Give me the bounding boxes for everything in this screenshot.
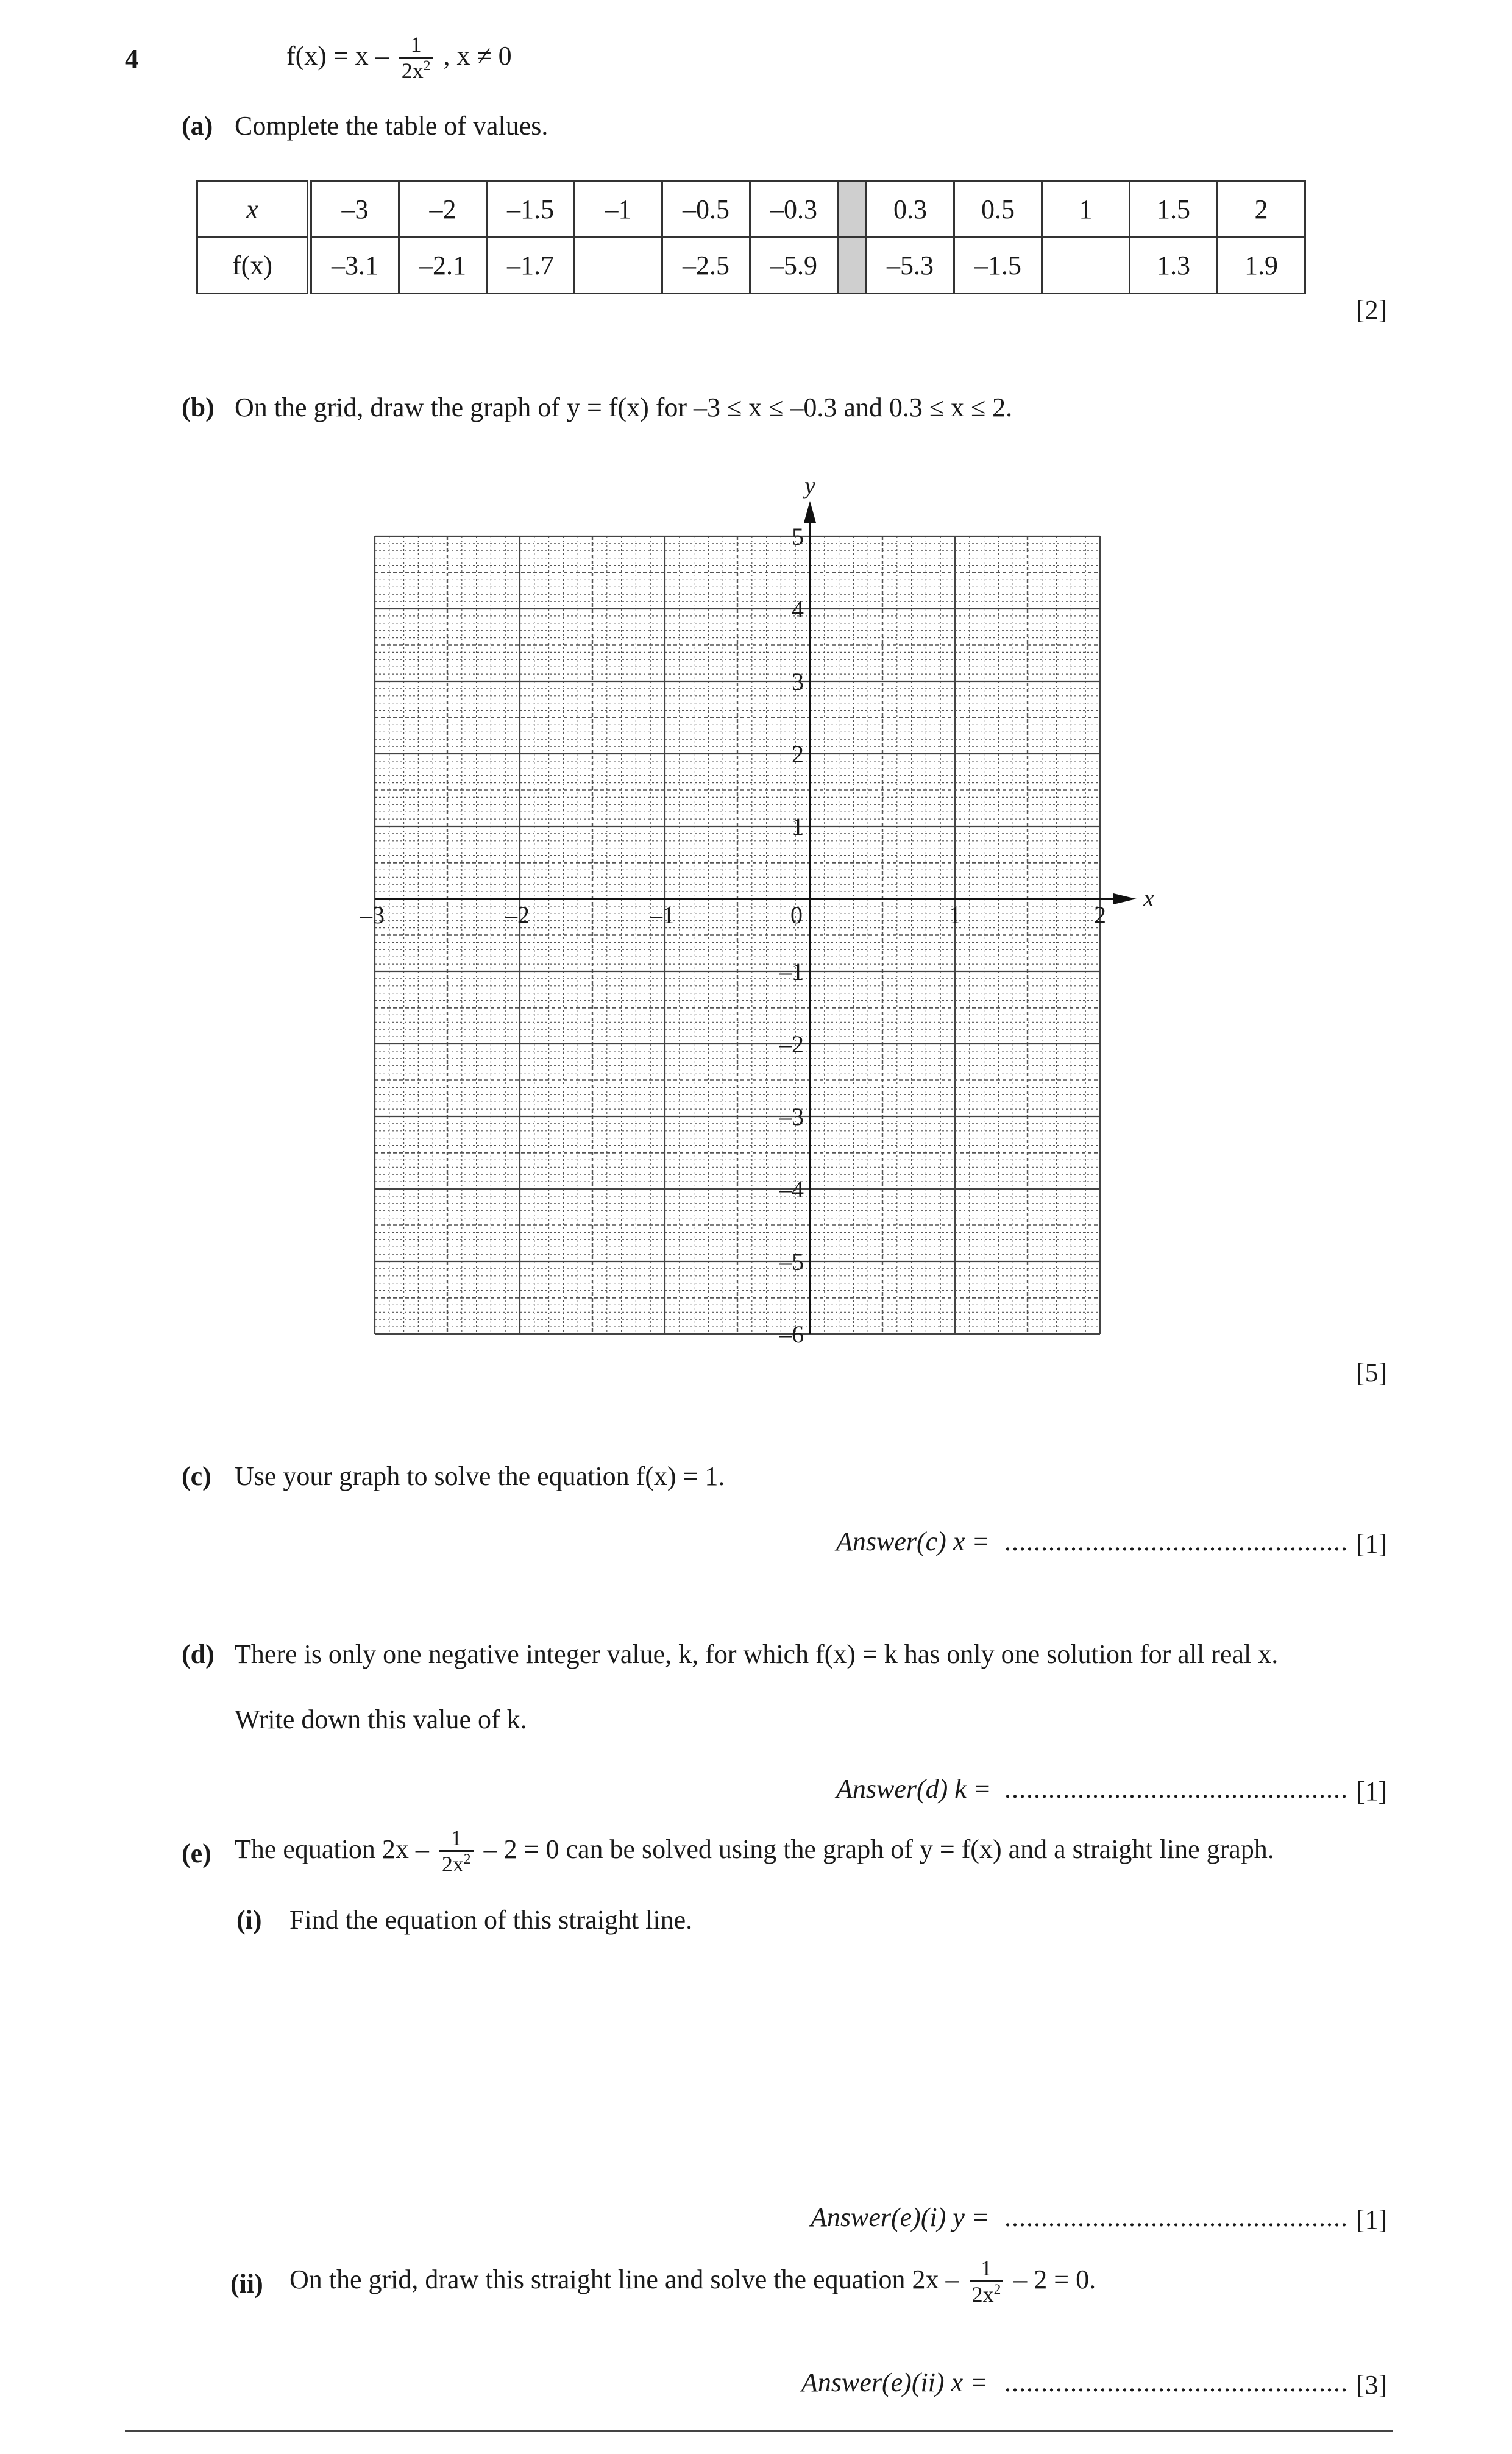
part-e-label: (e) xyxy=(182,1839,211,1868)
part-a-label: (a) xyxy=(182,111,213,141)
table-cell-fx: 1.9 xyxy=(1218,238,1305,294)
table-cell-fx: –3.1 xyxy=(310,238,399,294)
part-e-ii-text xyxy=(289,2257,1096,2307)
question-number: 4 xyxy=(125,44,138,74)
part-e-ii-marks: [3] xyxy=(1356,2370,1388,2400)
y-tick-label: 5 xyxy=(792,523,804,550)
y-axis-label: y xyxy=(804,472,815,499)
table-cell-x: –3 xyxy=(310,182,399,238)
y-tick-label: –2 xyxy=(779,1030,804,1058)
x-tick-label: –2 xyxy=(505,901,530,929)
y-tick-label: –4 xyxy=(779,1176,804,1203)
table-cell-fx-blank[interactable] xyxy=(575,238,662,294)
y-tick-label: –6 xyxy=(779,1321,804,1347)
part-e-ii-label: (ii) xyxy=(230,2269,263,2299)
x-tick-label: –3 xyxy=(360,901,385,929)
x-tick-label: 2 xyxy=(1094,901,1106,929)
table-cell-x: –0.5 xyxy=(662,182,750,238)
table-cell-x: –1.5 xyxy=(487,182,575,238)
fraction-denominator: $2x^2$ xyxy=(971,2281,1001,2307)
fraction-numerator: 1 xyxy=(439,1827,474,1852)
function-condition: , x ≠ 0 xyxy=(443,40,512,71)
part-c-text: Use your graph to solve the equation f(x) = 1. xyxy=(235,1461,725,1491)
table-cell-x: –2 xyxy=(399,182,487,238)
y-tick-label: 3 xyxy=(792,668,804,695)
x-tick-label: –1 xyxy=(650,901,675,929)
part-d-text-2: Write down this value of k. xyxy=(235,1704,527,1734)
part-e-text-post: – 2 = 0 can be solved using the graph of y = f(x) and a straight line graph. xyxy=(483,1834,1274,1864)
fraction-numerator: 1 xyxy=(970,2257,1004,2282)
part-b-label: (b) xyxy=(182,392,215,422)
table-cell-fx: –5.3 xyxy=(867,238,954,294)
function-fraction xyxy=(399,34,433,83)
table-cell-x: –1 xyxy=(575,182,662,238)
part-c-marks: [1] xyxy=(1356,1529,1388,1559)
y-tick-label: 4 xyxy=(792,595,804,623)
part-e-ii-text-post: – 2 = 0. xyxy=(1013,2264,1096,2294)
y-tick-label: –1 xyxy=(779,958,804,985)
table-cell-fx: –2.5 xyxy=(662,238,750,294)
part-e-i-label: (i) xyxy=(236,1905,262,1935)
part-c-label: (c) xyxy=(182,1461,211,1491)
table-cell-x: 0.3 xyxy=(867,182,954,238)
table-gap xyxy=(838,182,867,238)
graph-grid[interactable] xyxy=(341,463,1194,1347)
x-tick-label: 1 xyxy=(949,901,961,929)
part-e-fraction xyxy=(439,1827,474,1876)
part-a-marks: [2] xyxy=(1356,295,1388,325)
x-tick-label: 0 xyxy=(790,901,803,929)
answer-e-i-field[interactable]: ............................................... xyxy=(1004,2202,1348,2232)
answer-d-field[interactable]: ............................................... xyxy=(1004,1774,1348,1804)
table-cell-fx-blank[interactable] xyxy=(1042,238,1130,294)
table-header-fx: f(x) xyxy=(197,238,310,294)
answer-d-label: Answer(d) k = xyxy=(836,1774,992,1804)
fraction-denominator: $2x^2$ xyxy=(441,1851,471,1876)
part-d-marks: [1] xyxy=(1356,1776,1388,1806)
table-cell-x: 0.5 xyxy=(954,182,1042,238)
answer-c-field[interactable]: ............................................... xyxy=(1004,1527,1348,1556)
y-tick-label: 2 xyxy=(792,740,804,768)
part-d-text: There is only one negative integer value, k, for which f(x) = k has only one solution for all real x. xyxy=(235,1639,1279,1669)
table-cell-fx: –2.1 xyxy=(399,238,487,294)
part-b-text: On the grid, draw the graph of y = f(x) for –3 ≤ x ≤ –0.3 and 0.3 ≤ x ≤ 2. xyxy=(235,392,1013,422)
y-tick-label: –5 xyxy=(779,1248,804,1275)
table-cell-x: 1.5 xyxy=(1130,182,1218,238)
part-a-text: Complete the table of values. xyxy=(235,111,548,141)
table-cell-x: –0.3 xyxy=(750,182,838,238)
part-e-text-pre: The equation 2x – xyxy=(235,1834,429,1864)
y-tick-label: –3 xyxy=(779,1103,804,1130)
function-lhs: f(x) = x – xyxy=(286,40,389,71)
answer-e-ii-field[interactable]: ............................................... xyxy=(1004,2367,1348,2397)
function-definition xyxy=(286,34,512,83)
x-axis-arrow-icon xyxy=(1113,893,1137,904)
table-cell-x: 2 xyxy=(1218,182,1305,238)
part-e-i-marks: [1] xyxy=(1356,2205,1388,2235)
y-axis-arrow-icon xyxy=(804,501,816,523)
part-e-text xyxy=(235,1827,1274,1876)
part-e-ii-fraction xyxy=(970,2257,1004,2307)
table-cell-fx: –1.7 xyxy=(487,238,575,294)
table-gap xyxy=(838,238,867,294)
table-cell-fx: –1.5 xyxy=(954,238,1042,294)
y-tick-label: 1 xyxy=(792,813,804,840)
x-axis-label: x xyxy=(1143,884,1154,912)
part-e-i-text: Find the equation of this straight line. xyxy=(289,1905,693,1935)
table-header-x: x xyxy=(197,182,310,238)
part-d-label: (d) xyxy=(182,1639,215,1669)
table-cell-fx: 1.3 xyxy=(1130,238,1218,294)
answer-e-ii-label: Answer(e)(ii) x = xyxy=(801,2367,988,2397)
bottom-rule xyxy=(125,2430,1393,2432)
table-cell-x: 1 xyxy=(1042,182,1130,238)
table-of-values xyxy=(196,180,1306,294)
part-e-ii-text-pre: On the grid, draw this straight line and solve the equation 2x – xyxy=(289,2264,959,2294)
answer-c-label: Answer(c) x = xyxy=(836,1527,990,1556)
answer-e-i-label: Answer(e)(i) y = xyxy=(811,2202,990,2232)
fraction-numerator: 1 xyxy=(399,34,433,59)
part-b-marks: [5] xyxy=(1356,1358,1388,1388)
fraction-denominator: $2x^2$ xyxy=(401,57,431,83)
table-cell-fx: –5.9 xyxy=(750,238,838,294)
